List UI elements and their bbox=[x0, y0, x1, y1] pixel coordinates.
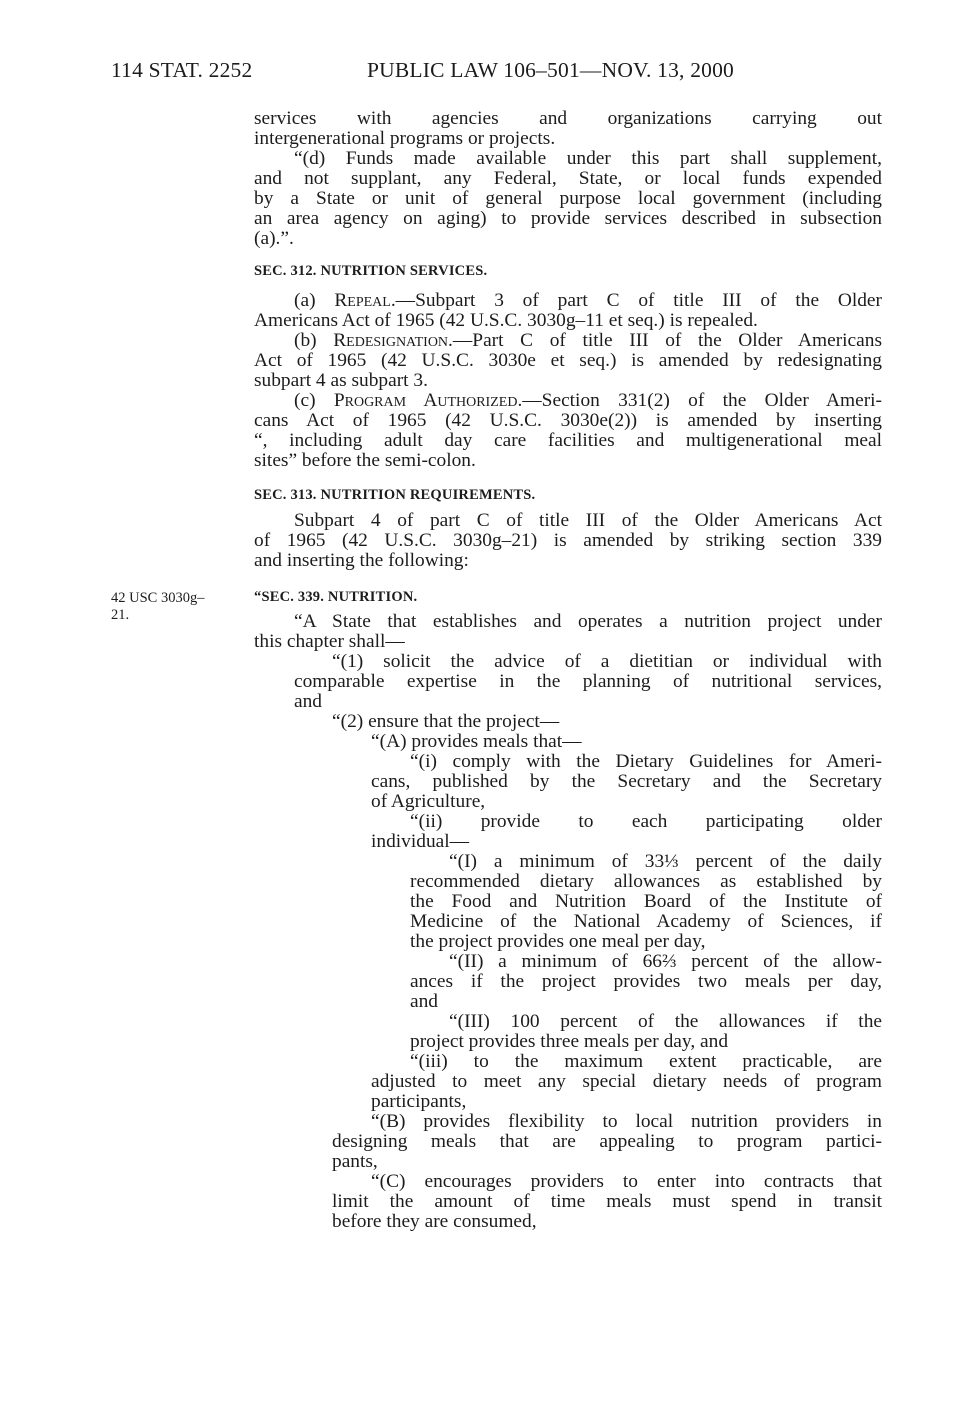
text-line: Act of 1965 (42 U.S.C. 3030e et seq.) is amended by redesignating bbox=[254, 350, 882, 371]
text-line: of Agriculture, bbox=[371, 791, 486, 812]
text-line: and bbox=[410, 991, 438, 1012]
section-312-body bbox=[254, 291, 882, 471]
subsection-caption: Program Authorized bbox=[333, 390, 518, 411]
text-line: this chapter shall— bbox=[254, 631, 405, 652]
page-header-title: PUBLIC LAW 106–501—NOV. 13, 2000 bbox=[367, 58, 735, 82]
page-citation: 114 STAT. 2252 bbox=[111, 58, 253, 82]
text-line: “, including adult day care facilities and multigenerational meal bbox=[254, 430, 882, 451]
text-line: Subpart 4 of part C of title III of the Older Americans Act bbox=[294, 510, 882, 531]
text-line: “(i) comply with the Dietary Guidelines for Ameri- bbox=[410, 751, 882, 772]
margin-citation-line: 42 USC 3030g– bbox=[111, 590, 205, 606]
text-line: ances if the project provides two meals per day, bbox=[410, 971, 882, 992]
text-line: subpart 4 as subpart 3. bbox=[254, 370, 428, 391]
text-line: “(d) Funds made available under this part shall supplement, bbox=[294, 148, 882, 169]
text-line: “(2) ensure that the project— bbox=[332, 711, 560, 732]
text-line: comparable expertise in the planning of nutritional services, bbox=[294, 671, 882, 692]
section-313-heading: SEC. 313. NUTRITION REQUIREMENTS. bbox=[254, 487, 536, 503]
subsection-text: .—Part C of title III of the Older Americans bbox=[448, 330, 882, 351]
section-339-body bbox=[254, 612, 882, 1232]
text-line: before they are consumed, bbox=[332, 1211, 537, 1232]
text-line: individual— bbox=[371, 831, 470, 852]
text-line: intergenerational programs or projects. bbox=[254, 128, 556, 149]
text-line bbox=[254, 391, 882, 411]
text-line: “(C) encourages providers to enter into contracts that bbox=[371, 1171, 882, 1192]
subsection-label: (b) bbox=[294, 330, 334, 351]
text-line: adjusted to meet any special dietary needs of program bbox=[371, 1071, 882, 1092]
text-line: and inserting the following: bbox=[254, 550, 469, 571]
text-line: by a State or unit of general purpose local government (including bbox=[254, 188, 882, 209]
margin-citation-line: 21. bbox=[111, 607, 130, 623]
subsection-text: .—Subpart 3 of part C of title III of the Older bbox=[390, 290, 882, 311]
subsection-text: .—Section 331(2) of the Older Ameri- bbox=[517, 390, 883, 411]
text-line: sites” before the semi-colon. bbox=[254, 450, 476, 471]
text-line: “(ii) provide to each participating older bbox=[410, 811, 882, 832]
text-line bbox=[254, 331, 882, 351]
subsection-d bbox=[254, 149, 882, 249]
text-line: “(II) a minimum of 66⅔ percent of the allow- bbox=[449, 951, 882, 972]
text-line: services with agencies and organizations carrying out bbox=[254, 108, 882, 129]
text-line: Medicine of the National Academy of Sciences, if bbox=[410, 911, 882, 932]
text-line: cans, published by the Secretary and the Secretary bbox=[371, 771, 882, 792]
text-line: “(1) solicit the advice of a dietitian or individual with bbox=[332, 651, 882, 672]
subsection-label: (c) bbox=[294, 390, 334, 411]
text-line: and bbox=[294, 691, 322, 712]
text-line: participants, bbox=[371, 1091, 467, 1112]
text-line: “(III) 100 percent of the allowances if the bbox=[449, 1011, 882, 1032]
text-line: (a).”. bbox=[254, 228, 294, 249]
subsection-label: (a) bbox=[294, 290, 335, 311]
text-line: an area agency on aging) to provide services described in subsection bbox=[254, 208, 882, 229]
text-line: “(iii) to the maximum extent practicable, are bbox=[410, 1051, 882, 1072]
text-line: cans Act of 1965 (42 U.S.C. 3030e(2)) is amended by inserting bbox=[254, 410, 882, 431]
section-312-heading: SEC. 312. NUTRITION SERVICES. bbox=[254, 263, 488, 279]
text-line: the project provides one meal per day, bbox=[410, 931, 706, 952]
text-line: limit the amount of time meals must spend in transit bbox=[332, 1191, 882, 1212]
text-line: the Food and Nutrition Board of the Institute of bbox=[410, 891, 882, 912]
text-line: “A State that establishes and operates a nutrition project under bbox=[294, 611, 882, 632]
text-line: project provides three meals per day, and bbox=[410, 1031, 729, 1052]
text-line: “(I) a minimum of 33⅓ percent of the daily bbox=[449, 851, 882, 872]
text-line: and not supplant, any Federal, State, or local funds expended bbox=[254, 168, 882, 189]
subsection-caption: Repeal bbox=[334, 290, 391, 311]
text-line: “(A) provides meals that— bbox=[371, 731, 582, 752]
text-line: recommended dietary allowances as established by bbox=[410, 871, 882, 892]
text-line bbox=[254, 291, 882, 311]
text-line: of 1965 (42 U.S.C. 3030g–21) is amended by striking section 339 bbox=[254, 530, 882, 551]
subsection-caption: Redesignation bbox=[333, 330, 449, 351]
section-313-body bbox=[254, 511, 882, 571]
section-339-heading: “SEC. 339. NUTRITION. bbox=[254, 589, 418, 605]
margin-citation bbox=[111, 590, 231, 624]
text-line: “(B) provides flexibility to local nutrition providers in bbox=[371, 1111, 882, 1132]
text-line: Americans Act of 1965 (42 U.S.C. 3030g–11 et seq.) is repealed. bbox=[254, 310, 758, 331]
text-line: designing meals that are appealing to program partici- bbox=[332, 1131, 882, 1152]
text-line: pants, bbox=[332, 1151, 378, 1172]
continuation-paragraph bbox=[254, 109, 882, 149]
